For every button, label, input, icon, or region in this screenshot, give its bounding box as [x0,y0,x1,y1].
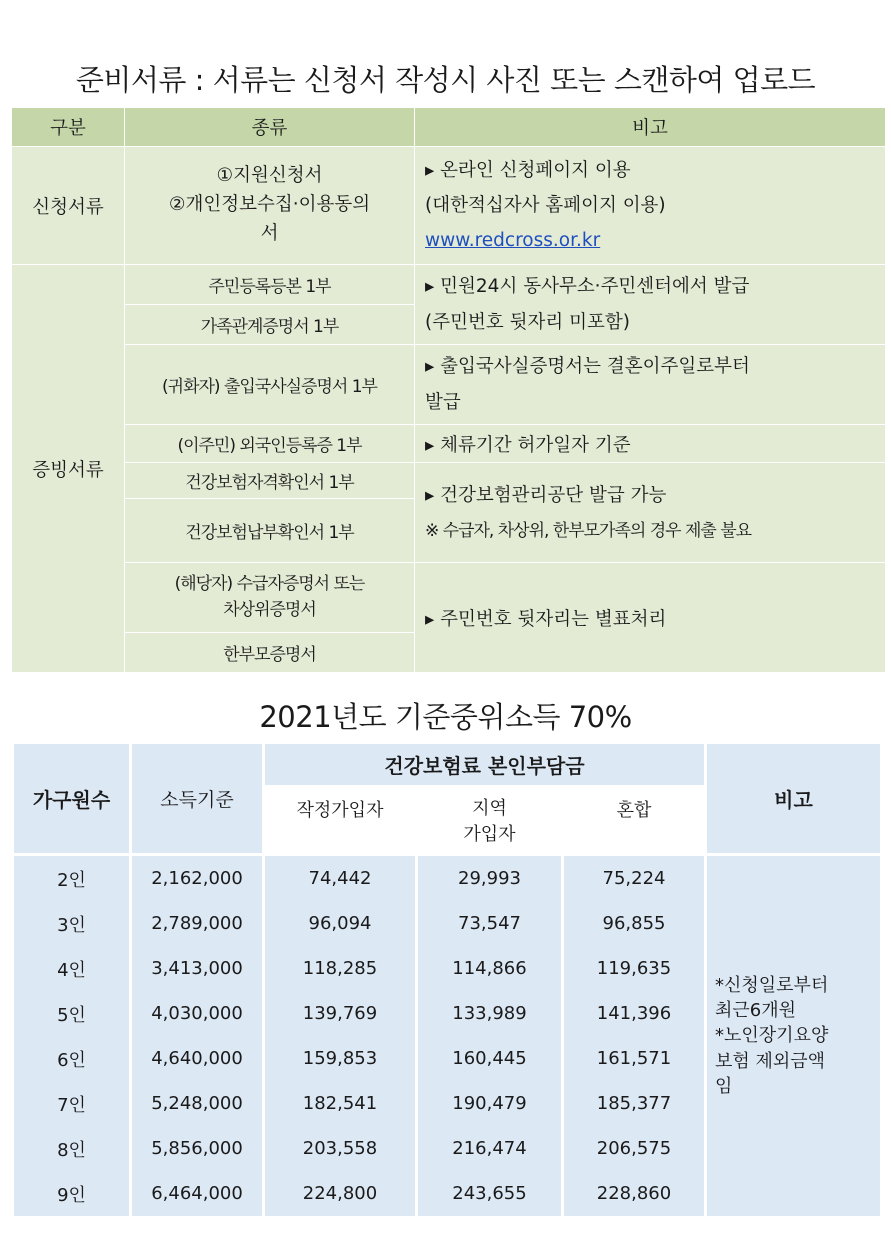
proof-row-7 [12,563,886,633]
employee-cell: 182,541 [264,1081,417,1126]
local-cell: 29,993 [417,855,563,902]
remark-line-5: 임 [715,1075,733,1097]
proof-item-family: 가족관계증명서 1부 [125,305,415,345]
apply-item-1: ①지원신청서 [216,165,323,187]
remark-line-1: *신청일로부터 [715,975,829,997]
proof-row-3 [12,345,886,425]
proof-note-foreigner: ▸ 체류기간 허가일자 기준 [415,425,886,463]
header-category: 구분 [12,108,125,147]
proof-item-welfare [125,563,415,633]
local-cell: 114,866 [417,946,563,991]
household-cell: 6인 [13,1036,131,1081]
proof-note-immigration-2: 발급 [425,391,461,413]
header-local [417,787,563,855]
proof-item-insurance-qual: 건강보험자격확인서 1부 [125,463,415,499]
employee-cell: 224,800 [264,1171,417,1216]
apply-row [12,147,886,265]
income-cell: 4,640,000 [131,1036,264,1081]
proof-category: 증빙서류 [12,265,125,673]
documents-table [11,107,886,673]
income-cell: 2,162,000 [131,855,264,902]
mixed-cell: 161,571 [563,1036,706,1081]
household-cell: 7인 [13,1081,131,1126]
header-local-2: 가입자 [463,824,516,846]
documents-header-row [12,108,886,147]
apply-item-2: ②개인정보수집·이용동의 [168,194,371,216]
mixed-cell: 206,575 [563,1126,706,1171]
apply-note-2: (대한적십자사 홈페이지 이용) [425,194,666,216]
employee-cell: 118,285 [264,946,417,991]
income-title: 2021년도 기준중위소득 70% [259,700,632,734]
header-note: 비고 [415,108,886,147]
proof-note-welfare: ▸ 주민번호 뒷자리는 별표처리 [415,563,886,673]
header-premium: 건강보험료 본인부담금 [264,743,706,787]
local-cell: 243,655 [417,1171,563,1216]
household-cell: 2인 [13,855,131,902]
proof-note-insurance-2: ※ 수급자, 차상위, 한부모가족의 경우 제출 불요 [425,521,752,541]
proof-row-5 [12,463,886,499]
employee-cell: 203,558 [264,1126,417,1171]
apply-category: 신청서류 [12,147,125,265]
proof-row-4 [12,425,886,463]
local-cell: 216,474 [417,1126,563,1171]
local-cell: 190,479 [417,1081,563,1126]
mixed-cell: 75,224 [563,855,706,902]
employee-cell: 159,853 [264,1036,417,1081]
proof-item-single-parent: 한부모증명서 [125,633,415,673]
household-cell: 8인 [13,1126,131,1171]
proof-note-immigration [415,345,886,425]
proof-note-resident-2: (주민번호 뒷자리 미포함) [425,311,630,333]
employee-cell: 139,769 [264,991,417,1036]
income-row [13,855,882,902]
proof-note-immigration-1: ▸ 출입국사실증명서는 결혼이주일로부터 [425,356,750,378]
proof-item-foreigner: (이주민) 외국인등록증 1부 [125,425,415,463]
header-household: 가구원수 [13,743,131,855]
local-cell: 73,547 [417,901,563,946]
remark-line-3: *노인장기요양 [715,1025,829,1047]
apply-items [125,147,415,265]
mixed-cell: 185,377 [563,1081,706,1126]
mixed-cell: 228,860 [563,1171,706,1216]
local-cell: 160,445 [417,1036,563,1081]
header-mixed: 혼합 [563,787,706,855]
mixed-cell: 119,635 [563,946,706,991]
income-cell: 5,248,000 [131,1081,264,1126]
apply-note-1: ▸ 온라인 신청페이지 이용 [425,159,631,181]
remark-line-2: 최근6개원 [715,1000,797,1022]
header-remark: 비고 [706,743,882,855]
proof-item-insurance-pay: 건강보험납부확인서 1부 [125,499,415,563]
apply-note [415,147,886,265]
proof-note-resident-1: ▸ 민원24시 동사무소·주민센터에서 발급 [425,276,750,298]
redcross-link[interactable]: www.redcross.or.kr [425,230,601,252]
income-table [11,741,883,1216]
proof-note-insurance-1: ▸ 건강보험관리공단 발급 가능 [425,485,667,506]
local-cell: 133,989 [417,991,563,1036]
remark-line-4: 보험 제외금액 [715,1050,826,1072]
header-type: 종류 [125,108,415,147]
income-cell: 3,413,000 [131,946,264,991]
proof-note-resident [415,265,886,345]
mixed-cell: 141,396 [563,991,706,1036]
income-cell: 4,030,000 [131,991,264,1036]
header-income: 소득기준 [131,743,264,855]
income-cell: 2,789,000 [131,901,264,946]
header-employee: 작정가입자 [264,787,417,855]
documents-title: 준비서류 : 서류는 신청서 작성시 사진 또는 스캔하여 업로드 [75,63,816,97]
remark-cell [706,855,882,1217]
income-header-row-1 [13,743,882,787]
proof-item-welfare-1: (해당자) 수급자증명서 또는 [174,574,365,594]
employee-cell: 74,442 [264,855,417,902]
proof-row-1 [12,265,886,305]
household-cell: 9인 [13,1171,131,1216]
proof-item-resident: 주민등록등본 1부 [125,265,415,305]
proof-note-insurance [415,463,886,563]
household-cell: 4인 [13,946,131,991]
mixed-cell: 96,855 [563,901,706,946]
income-cell: 5,856,000 [131,1126,264,1171]
employee-cell: 96,094 [264,901,417,946]
household-cell: 3인 [13,901,131,946]
header-local-1: 지역 [472,798,507,819]
proof-item-immigration: (귀화자) 출입국사실증명서 1부 [125,345,415,425]
proof-item-welfare-2: 차상위증명서 [223,599,316,620]
apply-item-2-cont: 서 [260,222,279,244]
household-cell: 5인 [13,991,131,1036]
income-cell: 6,464,000 [131,1171,264,1216]
